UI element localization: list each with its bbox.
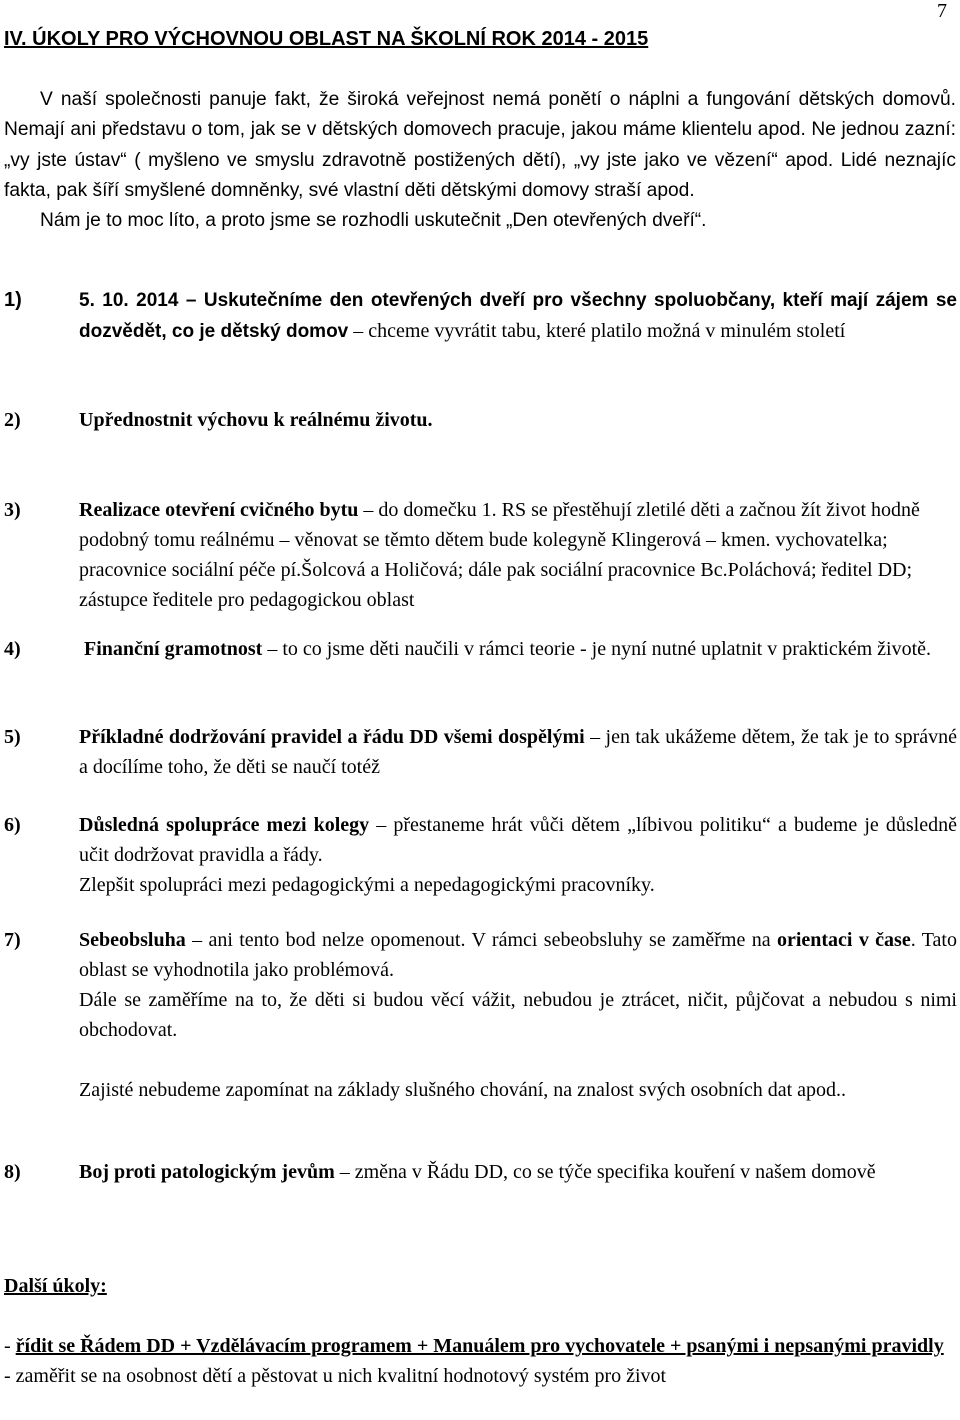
task-number: 4) [4,638,21,660]
task-description: – jen tak ukážeme dětem, že tak je to správné a docílíme toho, že děti se naučí totéž [79,726,957,778]
task-item-2 [4,405,957,435]
task-description: – chceme vyvrátit tabu, které platilo možná v minulém století [348,320,846,342]
task-number: 3) [4,499,21,521]
task-note: Dále se zaměříme na to, že děti si budou věcí vážit, nebudou je ztrácet, ničit, půjčovat a nebudou s nimi obchodovat. [79,989,957,1041]
task-date: 5. 10. 2014 [79,290,179,311]
task-description: – přestaneme hrát vůči dětem „líbivou politiku“ a budeme je důsledně učit dodržovat pravidla a řády. [79,814,957,866]
task-title: Důsledná spolupráce mezi kolegy [79,814,370,836]
further-task-1 [4,1331,957,1361]
further-tasks-list [4,1331,957,1391]
further-tasks-heading: Další úkoly: [4,1275,107,1297]
task-description: – změna v Řádu DD, co se týče specifika kouření v našem domově [334,1161,876,1183]
task-number: 5) [4,726,21,748]
page-number: 7 [937,0,947,22]
task-item-8 [4,1157,957,1187]
section-heading: IV. ÚKOLY PRO VÝCHOVNOU OBLAST NA ŠKOLNÍ ROK 2014 - 2015 [4,28,649,50]
task-item-1 [4,285,957,347]
task-note: Zlepšit spolupráci mezi pedagogickými a nepedagogickými pracovníky. [79,874,655,896]
intro-paragraph-open-day: Nám je to moc líto, a proto jsme se rozhodli uskutečnit „Den otevřených dveří“. [40,210,707,232]
task-description: – ani tento bod nelze opomenout. V rámci sebeobsluhy se zaměřme na [185,929,777,951]
bullet-dash: - [4,1335,16,1357]
task-number: 7) [4,929,21,951]
task-title: Příkladné dodržování pravidel a řádu DD všemi dospělými [79,726,585,748]
task-title: Sebeobsluha [79,929,186,951]
task-item-4 [4,634,957,664]
task-number: 2) [4,409,21,431]
task-title: Finanční gramotnost [84,638,263,660]
task-description: – to co jsme děti naučili v rámci teorie - je nyní nutné uplatnit v praktickém životě. [262,638,932,660]
intro-block [4,85,956,236]
intro-paragraph: V naší společnosti panuje fakt, že široká veřejnost nemá ponětí o náplni a fungování dětských domovů. Nemají ani představu o tom, jak se v dětských domovech pracuje, jakou máme klientelu apod. Ne jednou zazní: „vy jste ústav“ ( myšleno ve smyslu zdravotně postižených dětí), „vy jste jako ve vězení“ apod. Lidé neznajíc fakta, pak šíří smyšlené domněnky, své vlastní děti dětskými domovy straší apod. [4,89,956,201]
task-item-7 [4,925,957,1105]
further-task-2: - zaměřit se na osobnost dětí a pěstovat u nich kvalitní hodnotový systém pro život [4,1365,667,1387]
task-item-6 [4,810,957,900]
task-description-end: . Tato oblast se vyhodnotila jako problémová. [79,929,957,981]
task-title: Realizace otevření cvičného bytu [79,499,359,521]
task-title: Upřednostnit výchovu k reálnému životu. [79,409,433,431]
task-title: – Uskutečníme den otevřených dveří pro všechny spoluobčany, kteří mají zájem se dozvědět, co je dětský domov [79,290,957,342]
further-task-1-text: řídit se Řádem DD + Vzdělávacím programem + Manuálem pro vychovatele + psanými i nepsanými pravidly [15,1335,944,1357]
task-title: Boj proti patologickým jevům [79,1161,335,1183]
task-item-5 [4,722,957,782]
task-item-3 [4,495,957,615]
task-number: 1) [4,289,22,311]
task-number: 6) [4,814,21,836]
task-emphasis: orientaci v čase [776,929,911,951]
task-description: – do domečku 1. RS se přestěhují zletilé děti a začnou žít život hodně podobný tomu reálnému – věnovat se těmto dětem bude kolegyně Klingerová – kmen. vychovatelka; pracovnice sociální péče pí.Šolcová a Holičová; dále pak sociální pracovnice Bc.Poláchová; ředitel DD; zástupce ředitele pro pedagogickou oblast [79,499,920,611]
task-note-manners: Zajisté nebudeme zapomínat na základy slušného chování, na znalost svých osobních dat apod.. [79,1079,847,1101]
task-number: 8) [4,1161,21,1183]
